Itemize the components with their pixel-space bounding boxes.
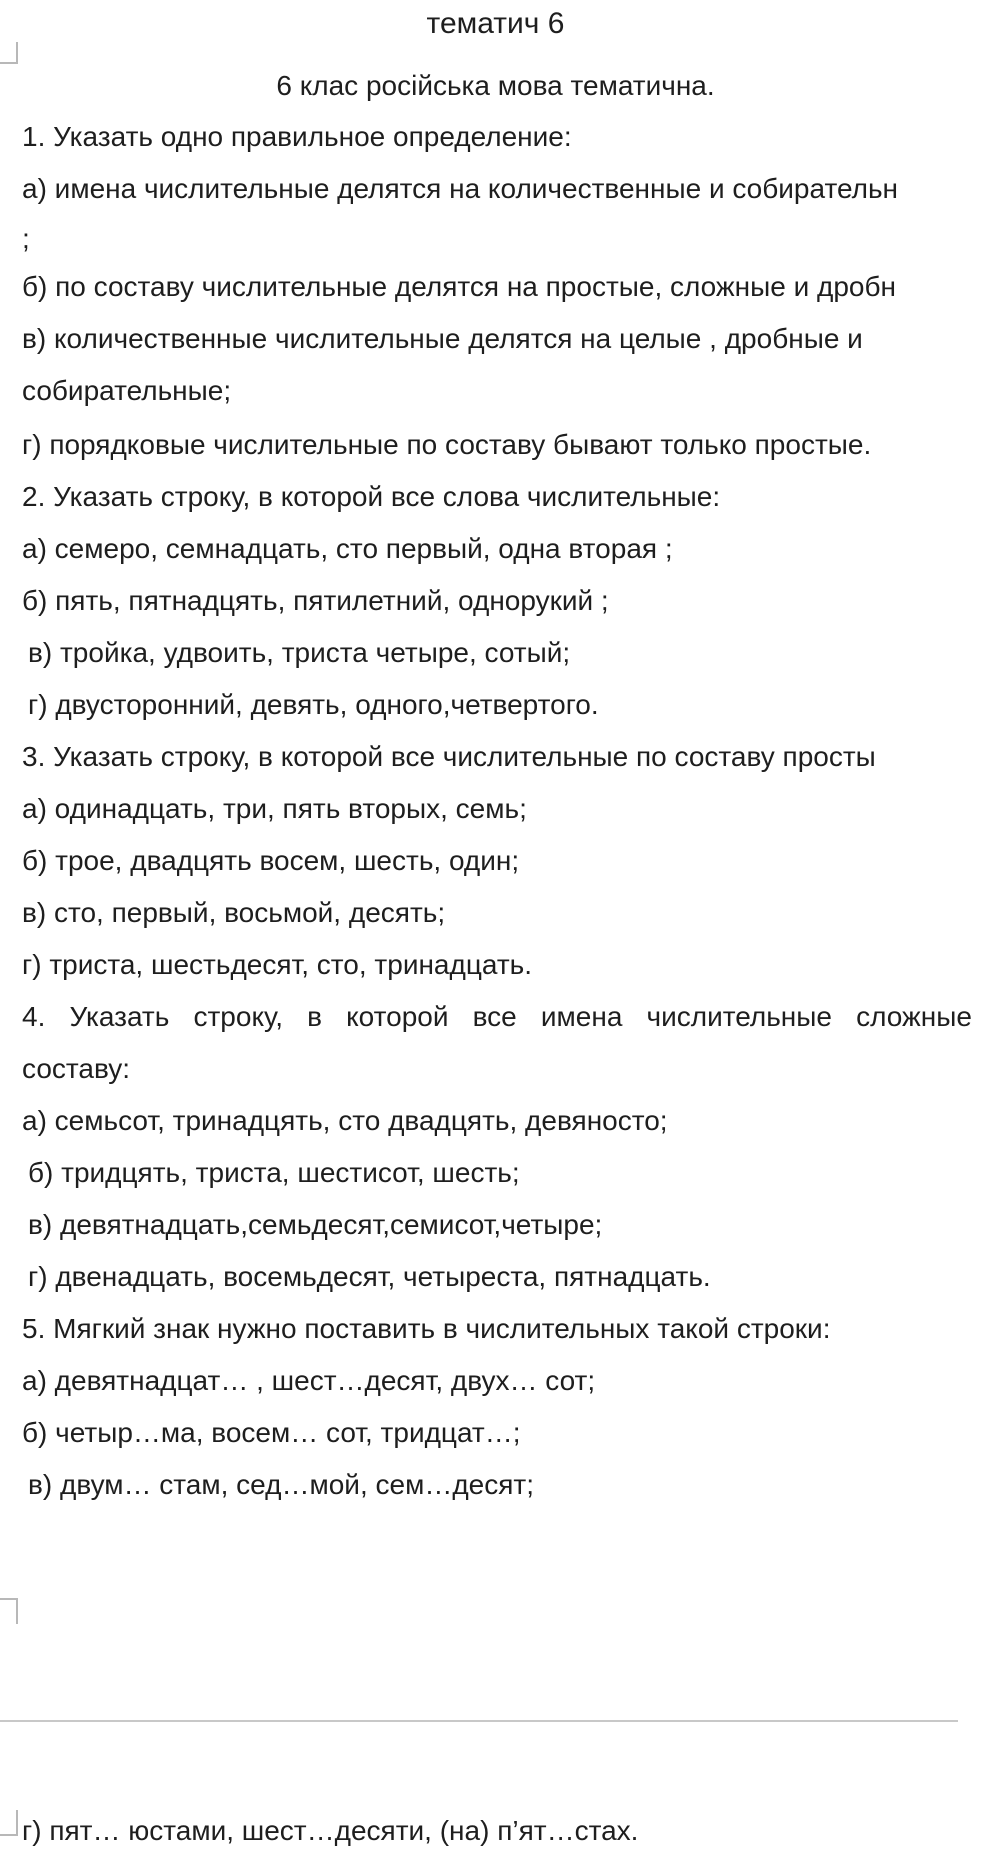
question-1: 1. Указать одно правильное определение: bbox=[22, 121, 572, 152]
q4-word: имена bbox=[540, 1001, 623, 1032]
question-5: 5. Мягкий знак нужно поставить в числительных такой строки: bbox=[22, 1313, 831, 1344]
q4-word: в bbox=[307, 1001, 322, 1032]
q1-option-d: г) порядковые числительные по составу бывают только простые. bbox=[22, 429, 872, 460]
question-4 bbox=[22, 998, 972, 1036]
q5-option-a: а) девятнадцат… , шест…десят, двух… сот; bbox=[22, 1365, 596, 1396]
q2-option-d: г) двусторонний, девять, одного,четвертого. bbox=[28, 689, 599, 720]
q5-option-d: г) пят… юстами, шест…десяти, (на) п’ят…стах. bbox=[22, 1815, 639, 1846]
q2-option-c: в) тройка, удвоить, триста четыре, сотый; bbox=[28, 637, 571, 668]
q5-option-b: б) четыр…ма, восем… сот, тридцат…; bbox=[22, 1417, 521, 1448]
q4-word: которой bbox=[346, 1001, 449, 1032]
page-corner-marker bbox=[0, 1810, 18, 1836]
document-title: тематич 6 bbox=[426, 7, 565, 40]
q4-option-a: а) семьсот, тринадцять, сто двадцять, девяносто; bbox=[22, 1105, 668, 1136]
q2-option-b: б) пять, пятнадцять, пятилетний, однорукий ; bbox=[22, 585, 609, 616]
q1-option-a-continued: ; bbox=[22, 223, 30, 254]
page-corner-marker bbox=[0, 1598, 18, 1624]
q1-option-c: в) количественные числительные делятся на целые , дробные и bbox=[22, 323, 863, 354]
q1-option-a: а) имена числительные делятся на количественные и собирательн bbox=[22, 173, 898, 204]
q4-word: все bbox=[472, 1001, 517, 1032]
q4-word: числительные bbox=[646, 1001, 832, 1032]
q4-option-b: б) тридцять, триста, шестисот, шесть; bbox=[28, 1157, 520, 1188]
q3-option-d: г) триста, шестьдесят, сто, тринадцать. bbox=[22, 949, 533, 980]
q3-option-a: а) одинадцать, три, пять вторых, семь; bbox=[22, 793, 527, 824]
question-4-continued: составу: bbox=[22, 1053, 131, 1084]
question-3: 3. Указать строку, в которой все числительные по составу просты bbox=[22, 741, 876, 772]
q1-option-b: б) по составу числительные делятся на простые, сложные и дробн bbox=[22, 271, 897, 302]
q4-word: Указать bbox=[69, 1001, 170, 1032]
q3-option-b: б) трое, двадцять восем, шесть, один; bbox=[22, 845, 520, 876]
q4-option-c: в) девятнадцать,семьдесят,семисот,четыре; bbox=[28, 1209, 603, 1240]
document-subtitle: 6 клас російська мова тематична. bbox=[276, 70, 715, 101]
q4-word: строку, bbox=[193, 1001, 283, 1032]
q3-option-c: в) сто, первый, восьмой, десять; bbox=[22, 897, 446, 928]
q2-option-a: а) семеро, семнадцать, сто первый, одна вторая ; bbox=[22, 533, 673, 564]
page-break-line bbox=[0, 1720, 958, 1722]
q5-option-c: в) двум… стам, сед…мой, сем…десят; bbox=[28, 1469, 534, 1500]
q4-option-d: г) двенадцать, восемьдесят, четыреста, пятнадцать. bbox=[28, 1261, 711, 1292]
q4-word: 4. bbox=[22, 1001, 46, 1032]
q1-option-c-continued: собирательные; bbox=[22, 375, 232, 406]
q4-word: сложные bbox=[856, 1001, 972, 1032]
page-corner-marker bbox=[0, 42, 18, 64]
question-2: 2. Указать строку, в которой все слова числительные: bbox=[22, 481, 721, 512]
